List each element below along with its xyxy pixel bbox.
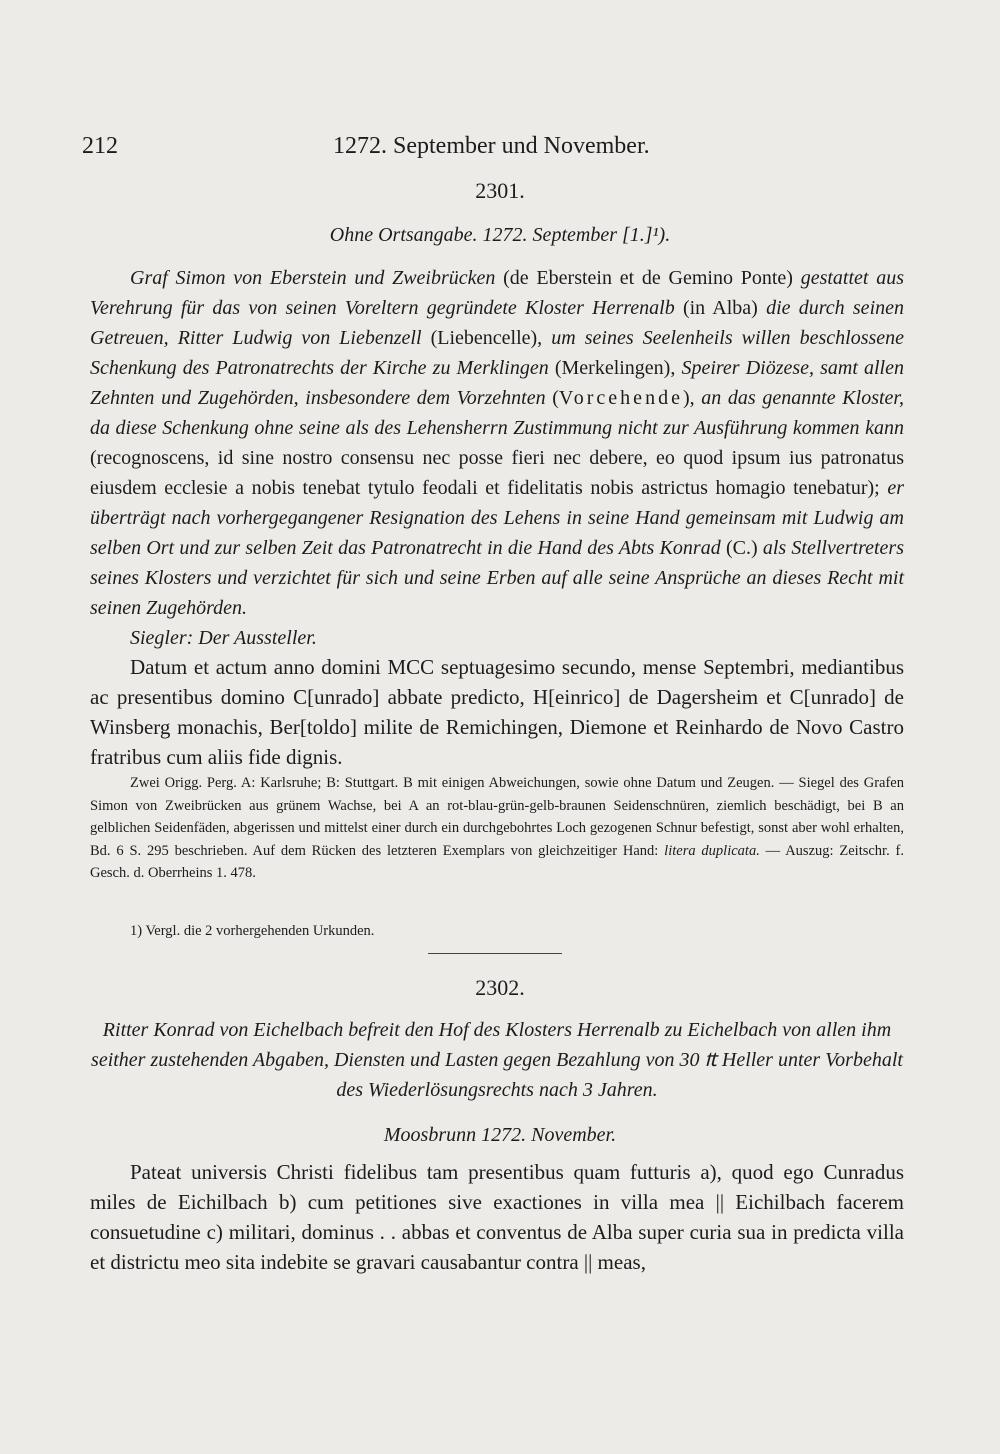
dateline-2302: Moosbrunn 1272. November. bbox=[383, 1124, 617, 1146]
regest-part: die durch seinen Getreuen, Ritter Ludwig von Liebenzell bbox=[90, 297, 904, 349]
regest-part: (Liebencelle), bbox=[421, 327, 552, 349]
running-title: 1272. September und November. bbox=[333, 133, 650, 159]
regest-part: er überträgt nach vorhergegangener Resignation des Lehens in seine Hand gemeinsam mit Ludwig am selben Ort und zur selben Zeit das Patronatrecht in die Hand des Abts Konrad bbox=[90, 477, 904, 559]
page-number: 212 bbox=[82, 133, 118, 159]
note-part: — Auszug: Zeitschr. f. Gesch. d. Oberrheins 1. 478. bbox=[90, 842, 904, 881]
apparatus-note-2301 bbox=[90, 772, 904, 885]
regest-part: um seines Seelenheils willen beschlossene Schenkung des Patronatrechts der Kirche zu Merklingen bbox=[90, 327, 905, 379]
regest-part: Vorcehende bbox=[558, 387, 683, 409]
latin-text-2301: Datum et actum anno domini MCC septuagesimo secundo, mense Septembri, mediantibus ac presentibus domino C[unrado] abbate predicto, H[einrico] de Dagersheim et C[unrado] de Winsberg monachis, Ber[toldo] milite de Remichingen, Diemone et Reinhardo de Novo Castro fratribus cum aliis fide dignis. bbox=[90, 655, 904, 769]
regest-part: (Merkelingen), bbox=[548, 357, 682, 379]
regest-part: gestattet aus Verehrung für das von seinen Voreltern gegründete Kloster Herrenalb bbox=[90, 267, 905, 319]
regest-part: Graf Simon von Eberstein und Zweibrücken bbox=[130, 267, 496, 289]
note-part: litera duplicata. bbox=[664, 842, 760, 859]
footnote-2301: 1) Vergl. die 2 vorhergehenden Urkunden. bbox=[130, 923, 375, 939]
regest-part: als Stellvertreters seines Klosters und verzichtet für sich und seine Erben auf alle seine Ansprüche an dieses Recht mit seinen Zugehörden. bbox=[90, 537, 904, 619]
document-number-2301: 2301. bbox=[475, 178, 525, 203]
latin-text-2302: Pateat universis Christi fidelibus tam presentibus quam futturis a), quod ego Cunradus miles de Eichilbach b) cum petitiones sive exactiones in villa mea || Eichilbach facerem consuetudine c) militari, dominus . . abbas et conventus de Alba super curia sua in predicta villa et districtu meo sita indebite se gravari causabantur contra || meas, bbox=[90, 1160, 904, 1274]
regest-part: (in Alba) bbox=[674, 297, 767, 319]
regest-part: ( bbox=[545, 387, 559, 409]
regest-paragraph bbox=[90, 263, 904, 623]
regest-part: ), bbox=[682, 387, 702, 409]
regest-2301 bbox=[90, 263, 904, 653]
separator-rule bbox=[428, 953, 562, 954]
regest-2302: Ritter Konrad von Eichelbach befreit den Hof des Klosters Herrenalb zu Eichelbach von allen ihm seither zustehenden Abgaben, Diensten und Lasten gegen Bezahlung von 30 ₶ Heller unter Vorbehalt des Wiederlösungsrechts nach 3 Jahren. bbox=[91, 1019, 903, 1101]
regest-part: (de Eberstein et de Gemino Ponte) bbox=[495, 267, 801, 289]
regest-part: (recognoscens, id sine nostro consensu nec posse fieri nec debere, eo quod ipsum ius patronatus eiusdem ecclesie a nobis tenebat tytulo feodali et fidelitatis nobis astrictus homagio tenebatur); bbox=[90, 447, 904, 499]
note-part: Zwei Origg. Perg. A: Karlsruhe; B: Stuttgart. B mit einigen Abweichungen, sowie ohne Datum und Zeugen. — Siegel des Grafen Simon von Zweibrücken aus grünem Wachse, bei A an rot-blau-grün-gelb-braunen Seidenschnüren, ziemlich beschädigt, bei B an gelblichen Seidenfäden, abgerissen und mittelst einer durch ein durchgebohrtes Loch gezogenen Schnur befestigt, sonst aber wohl erhalten, Bd. 6 S. 295 beschrieben. Auf dem Rücken des letzteren Exemplars von gleichzeitiger Hand: bbox=[90, 775, 904, 859]
regest-part: Speirer Diözese, samt allen Zehnten und Zugehörden, insbesondere dem Vorzehnten bbox=[90, 357, 904, 409]
document-number-2302: 2302. bbox=[475, 975, 525, 1000]
regest-part: (C.) bbox=[720, 537, 763, 559]
dateline-2301: Ohne Ortsangabe. 1272. September [1.]¹). bbox=[329, 224, 671, 246]
regest-part: an das genannte Kloster, da diese Schenkung ohne seine als des Lehensherrn Zustimmung nicht zur Ausführung kommen kann bbox=[90, 387, 904, 439]
siegler-line: Siegler: Der Aussteller. bbox=[130, 627, 317, 649]
